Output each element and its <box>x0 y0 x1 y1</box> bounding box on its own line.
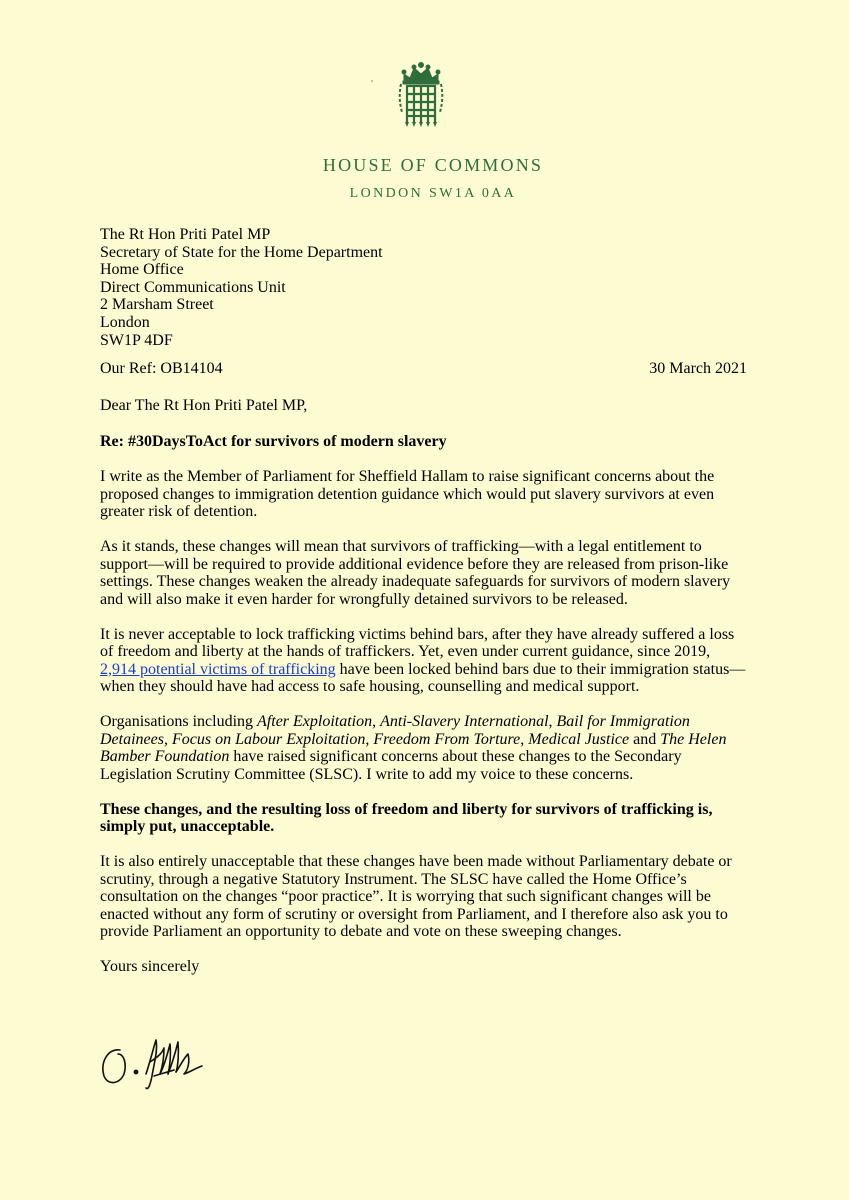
paragraph-2: As it stands, these changes will mean that survivors of trafficking—with a legal entitlement to support—will be required to provide additional evidence before they are released from prison-like settings. These changes weaken the already inadequate safeguards for survivors of modern slavery and will also make it even harder for wrongfully detained survivors to be released. <box>100 538 731 608</box>
institution-address: LONDON SW1A 0AA <box>349 186 517 201</box>
paragraph-1: I write as the Member of Parliament for Sheffield Hallam to raise significant concerns about the proposed changes to immigration detention guidance which would put slavery survivors at even greater risk of detention. <box>100 468 715 520</box>
closing-line: Yours sincerely <box>100 958 200 975</box>
letter-body <box>100 397 748 993</box>
speck <box>371 80 373 82</box>
subject-line: Re: #30DaysToAct for survivors of modern slavery <box>100 432 447 450</box>
recipient-line: London <box>100 313 150 331</box>
handwritten-signature <box>98 1032 218 1092</box>
recipient-address <box>100 226 383 349</box>
paragraph-4-and: and <box>629 730 661 748</box>
recipient-line: The Rt Hon Priti Patel MP <box>100 226 271 243</box>
recipient-line: Home Office <box>100 261 184 279</box>
victims-statistic-link[interactable]: 2,914 potential victims of trafficking <box>100 660 336 678</box>
org-name: Medical Justice <box>528 730 630 748</box>
paragraph-3-text-end: have been locked behind bars due to their immigration status—when they should have had access to safe housing, counselling and medical support. <box>100 660 746 695</box>
paragraph-5-bold: These changes, and the resulting loss of freedom and liberty for survivors of trafficking is, simply put, unacceptable. <box>100 800 713 835</box>
recipient-line: 2 Marsham Street <box>100 296 214 314</box>
recipient-line: Direct Communications Unit <box>100 278 286 296</box>
recipient-line: Secretary of State for the Home Department <box>100 243 383 261</box>
paragraph-3 <box>100 626 748 696</box>
org-name: Anti-Slavery International <box>380 713 549 730</box>
org-name: Freedom From Torture <box>373 730 521 748</box>
institution-name: HOUSE OF COMMONS <box>322 155 544 175</box>
recipient-line: SW1P 4DF <box>100 331 173 349</box>
paragraph-4-intro: Organisations including <box>100 713 258 730</box>
paragraph-3-text: It is never acceptable to lock trafficking victims behind bars, after they have already suffered a loss of freedom and liberty at the hands of traffickers. Yet, even under current guidance, since 2019, <box>100 625 735 660</box>
paragraph-4: Organisations including After Exploitation, Anti-Slavery International, Bail for Immigration Detainees, Focus on Labour Exploitation, Freedom From Torture, Medical Justice and The Helen Bamber Foundation have raised significant concerns about these changes to the Secondary Legislation Scrutiny Committee (SLSC). I write to add my voice to these concerns. <box>100 713 727 783</box>
paragraph-6: It is also entirely unacceptable that these changes have been made without Parliamentary debate or scrutiny, through a negative Statutory Instrument. The SLSC have called the Home Office’s consultation on the changes “poor practice”. It is worrying that such significant changes will be enacted without any form of scrutiny or oversight from Parliament, and I therefore also ask you to provide Parliament an opportunity to debate and vote on these sweeping changes. <box>100 853 732 940</box>
paragraph-4-rest: have raised significant concerns about these changes to the Secondary Legislation Scrutiny Committee (SLSC). I write to add my voice to these concerns. <box>100 748 682 783</box>
org-name: Focus on Labour Exploitation <box>171 730 366 748</box>
salutation: Dear The Rt Hon Priti Patel MP, <box>100 397 308 414</box>
letter-date: 30 March 2021 <box>649 360 747 377</box>
org-name: Bail for Immigration Detainees <box>100 713 690 748</box>
org-name: After Exploitation <box>257 713 373 730</box>
reference-number: Our Ref: OB14104 <box>100 360 223 377</box>
org-name: The Helen Bamber Foundation <box>100 730 727 765</box>
portcullis-icon <box>396 60 446 130</box>
